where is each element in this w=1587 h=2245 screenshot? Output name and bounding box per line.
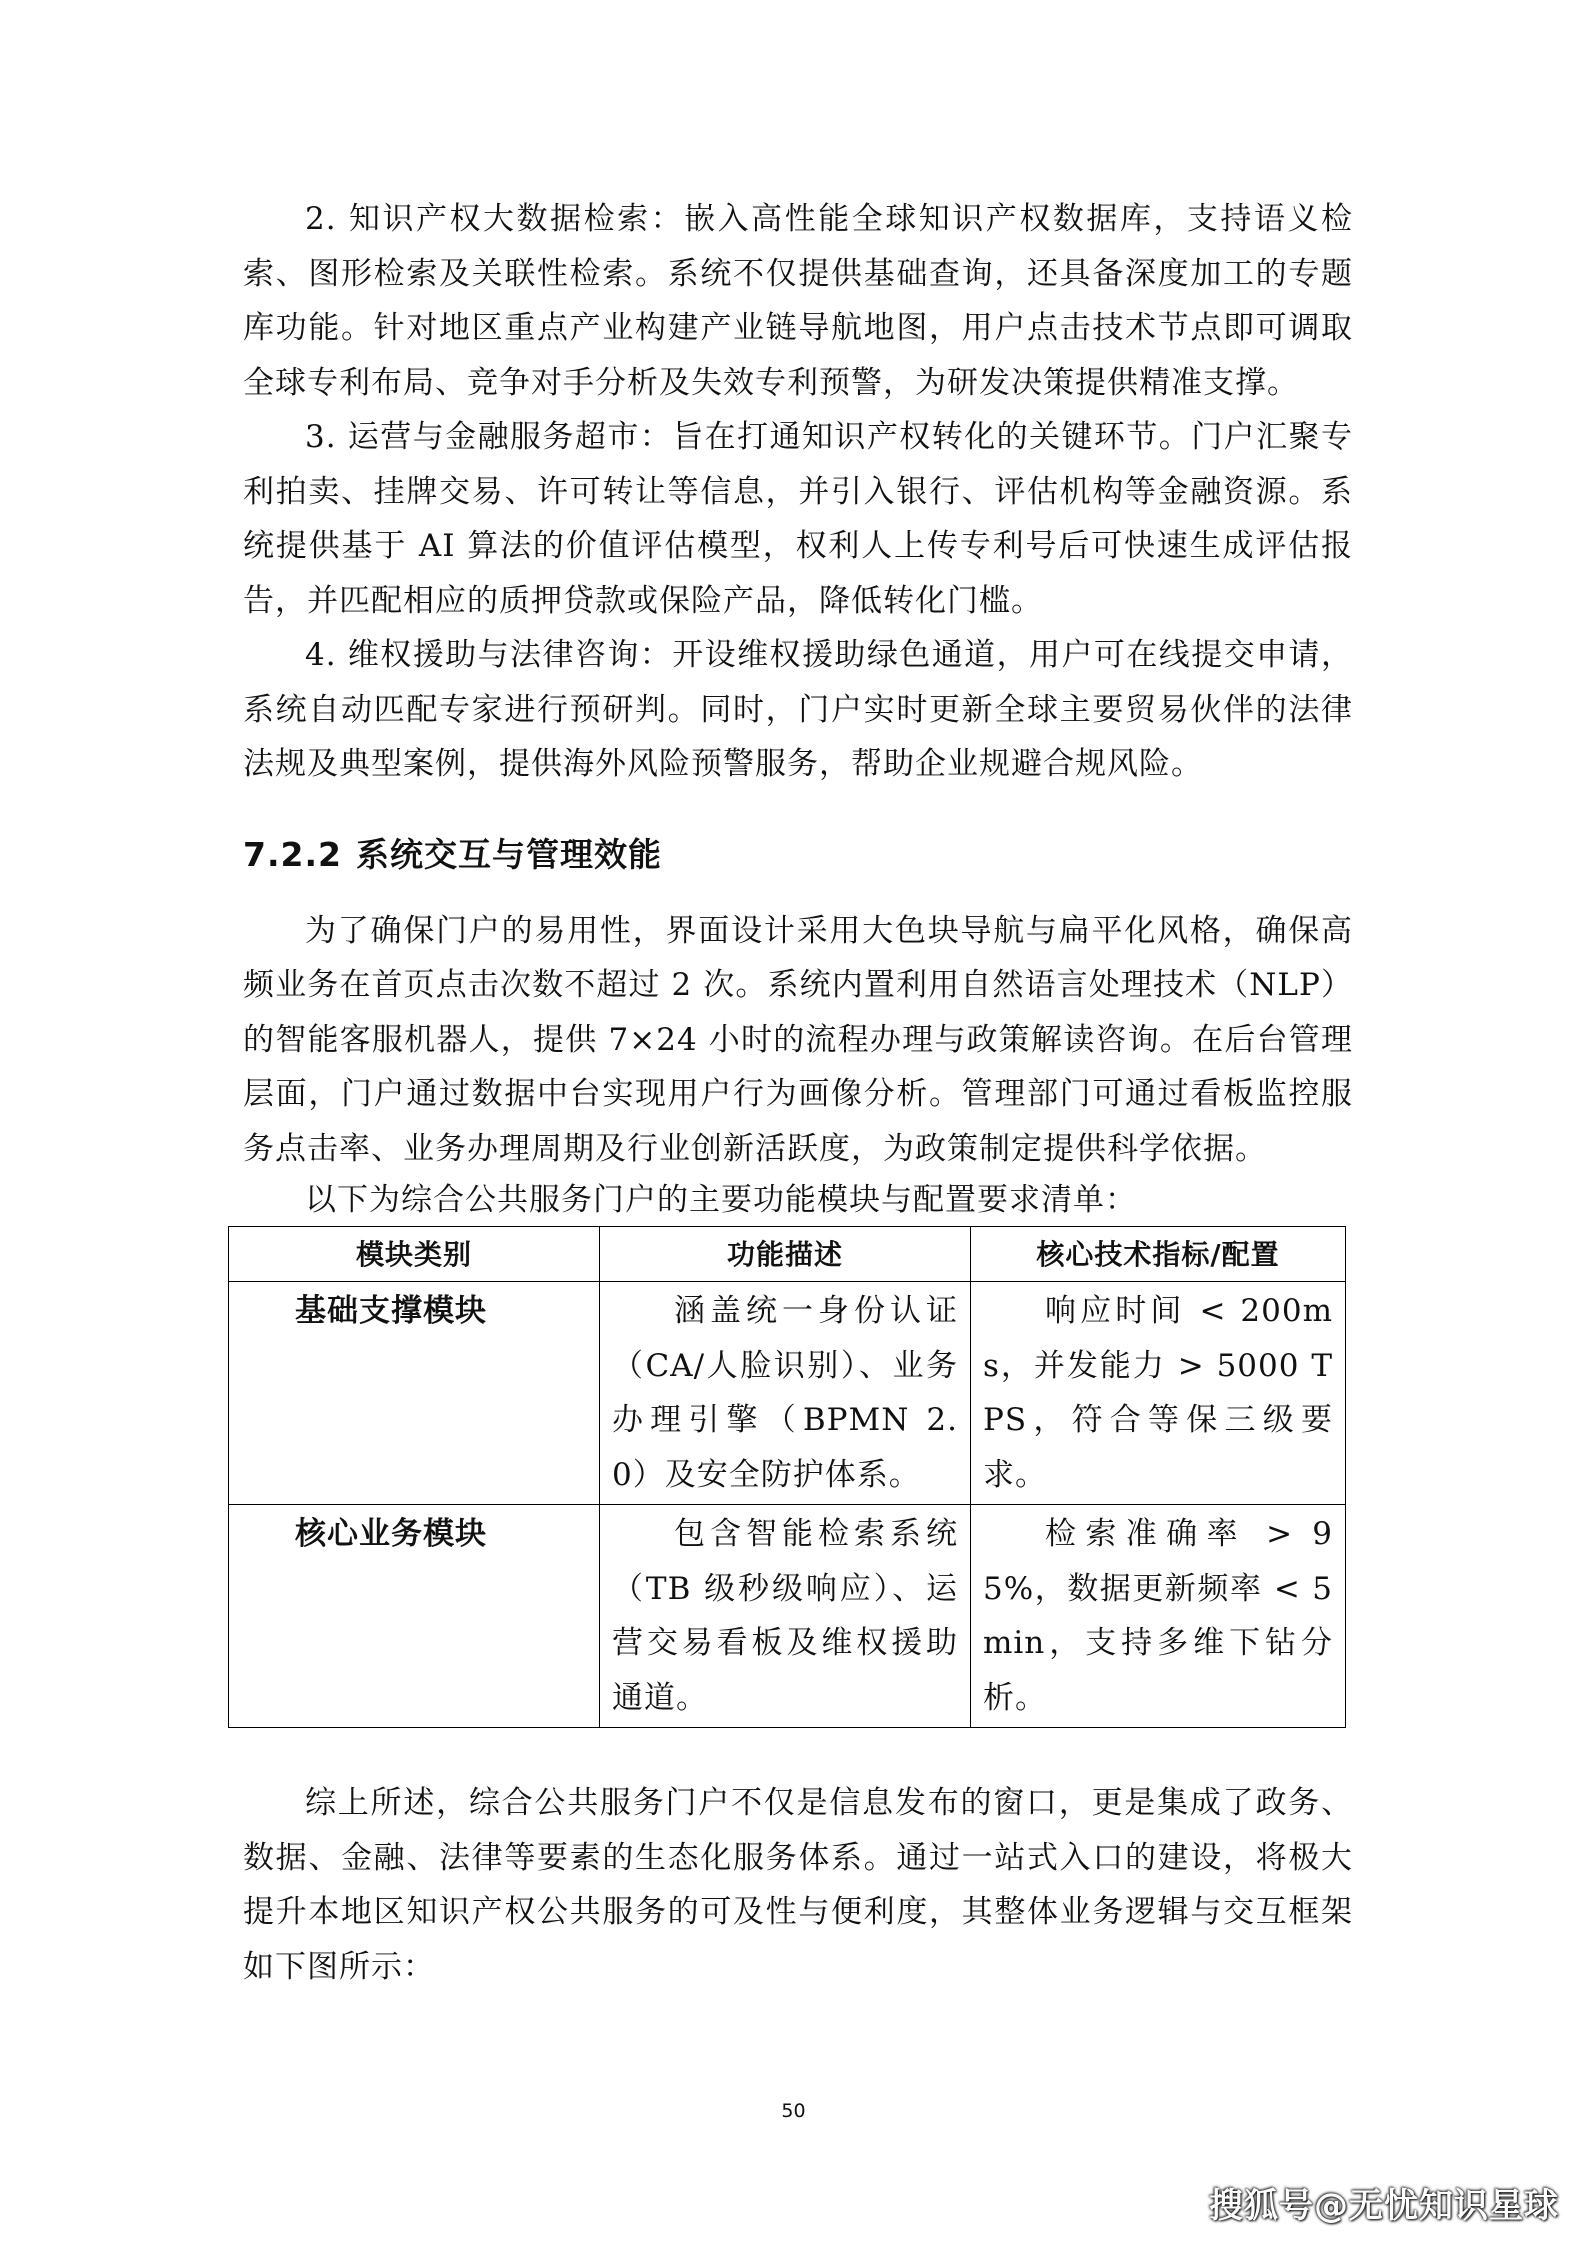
section-number: 7.2.2 xyxy=(243,834,342,874)
cell-category: 核心业务模块 xyxy=(229,1505,600,1728)
cell-description: 包含智能检索系统（TB 级秒级响应）、运营交易看板及维权援助通道。 xyxy=(600,1505,971,1728)
paragraph-interaction-management: 为了确保门户的易用性，界面设计采用大色块导航与扁平化风格，确保高频业务在首页点击次数不超过 2 次。系统内置利用自然语言处理技术（NLP）的智能客服机器人，提供 7×24 小时的流程办理与政策解读咨询。在后台管理层面，门户通过数据中台实现用户行为画像分析。管理部门可通过看板监控服务点击率、业务办理周期及行业创新活跃度，为政策制定提供科学依据。 xyxy=(243,912,1353,1167)
header-module-category: 模块类别 xyxy=(229,1227,600,1282)
page-body xyxy=(243,192,1353,1994)
module-config-table xyxy=(228,1226,1346,1728)
source-watermark: 搜狐号@无忧知识星球 xyxy=(1209,2186,1559,2226)
paragraph-operation-finance-market: 3. 运营与金融服务超市：旨在打通知识产权转化的关键环节。门户汇聚专利拍卖、挂牌交易、许可转让等信息，并引入银行、评估机构等金融资源。系统提供基于 AI 算法的价值评估模型，权利人上传专利号后可快速生成评估报告，并匹配相应的质押贷款或保险产品，降低转化门槛。 xyxy=(243,419,1353,619)
section-title: 系统交互与管理效能 xyxy=(355,834,662,874)
header-function-description: 功能描述 xyxy=(600,1227,971,1282)
cell-category: 基础支撑模块 xyxy=(229,1282,600,1505)
table-row xyxy=(229,1505,1346,1728)
header-core-spec: 核心技术指标/配置 xyxy=(971,1227,1346,1282)
table-header-row xyxy=(229,1227,1346,1282)
paragraph-rights-protection-legal: 4. 维权援助与法律咨询：开设维权援助绿色通道，用户可在线提交申请，系统自动匹配专家进行预研判。同时，门户实时更新全球主要贸易伙伴的法律法规及典型案例，提供海外风险预警服务，帮助企业规避合规风险。 xyxy=(243,637,1353,782)
paragraph-ip-big-data-search: 2. 知识产权大数据检索：嵌入高性能全球知识产权数据库，支持语义检索、图形检索及关联性检索。系统不仅提供基础查询，还具备深度加工的专题库功能。针对地区重点产业构建产业链导航地图，用户点击技术节点即可调取全球专利布局、竞争对手分析及失效专利预警，为研发决策提供精准支撑。 xyxy=(243,201,1353,401)
paragraph-conclusion: 综上所述，综合公共服务门户不仅是信息发布的窗口，更是集成了政务、数据、金融、法律等要素的生态化服务体系。通过一站式入口的建设，将极大提升本地区知识产权公共服务的可及性与便利度，其整体业务逻辑与交互框架如下图所示： xyxy=(243,1785,1353,1985)
table-row xyxy=(229,1282,1346,1505)
table-caption: 以下为综合公共服务门户的主要功能模块与配置要求清单： xyxy=(305,1182,1137,1218)
page-number: 50 xyxy=(781,2100,806,2122)
section-heading xyxy=(243,830,1353,880)
cell-spec: 响应时间 < 200ms，并发能力 > 5000 TPS，符合等保三级要求。 xyxy=(971,1282,1346,1505)
cell-spec: 检索准确率 > 95%，数据更新频率 < 5min，支持多维下钻分析。 xyxy=(971,1505,1346,1728)
cell-description: 涵盖统一身份认证（CA/人脸识别）、业务办理引擎（BPMN 2.0）及安全防护体系。 xyxy=(600,1282,971,1505)
